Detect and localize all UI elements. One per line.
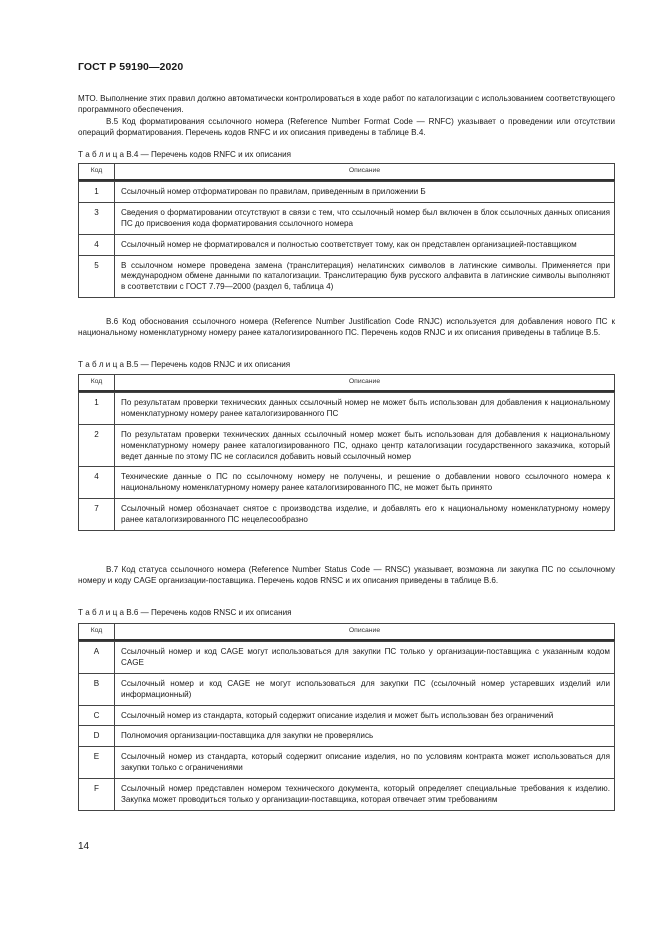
row-code: 7 (79, 499, 115, 531)
table-row (79, 499, 615, 531)
section-b6-paragraph: В.6 Код обоснования ссылочного номера (Reference Number Justification Code RNJC) используется для добавления нового ПС к национальному номенклатурному номеру ранее каталогизированного ПС. Перечень кодов RNJC и их описания приведены в таблице В.5. (78, 317, 615, 338)
table-b4-header-code: Код (79, 164, 115, 180)
row-description: В ссылочном номере проведена замена (транслитерация) нелатинских символов в латинские символы. Применяется при международном обмене данными по каталогизации. Транслитерацию букв русского алфавита в латинские символы выполняют в соответствии с ГОСТ 7.79—2000 (раздел 6, таблица 4) (115, 255, 615, 298)
table-b4-caption: Т а б л и ц а В.4 — Перечень кодов RNFC и их описания (78, 150, 292, 159)
table-row (79, 726, 615, 747)
table-row (79, 202, 615, 234)
row-description: Технические данные о ПС по ссылочному номеру не получены, и решение о добавлении нового ссылочного номера к национальному номенклатурному номеру ранее каталогизированного ПС, не может быть принято (115, 467, 615, 499)
table-row (79, 747, 615, 779)
section-b7-paragraph: В.7 Код статуса ссылочного номера (Reference Number Status Code — RNSC) указывает, возможна ли закупка ПС по ссылочному номеру и коду CAGE организации-поставщика. Перечень кодов RNSC и их описания приведены в таблице В.6. (78, 565, 615, 586)
row-code: С (79, 705, 115, 726)
row-code: 1 (79, 181, 115, 202)
table-row (79, 467, 615, 499)
table-row (79, 424, 615, 467)
row-description: Полномочия организации-поставщика для закупки не проверялись (115, 726, 615, 747)
row-description: Ссылочный номер отформатирован по правилам, приведенным в приложении Б (115, 181, 615, 202)
table-row (79, 673, 615, 705)
table-b5-header-code: Код (79, 375, 115, 391)
row-description: Ссылочный номер и код CAGE могут использоваться для закупки ПС только у организации-поставщика с указанным кодом CAGE (115, 641, 615, 673)
table-b6 (78, 623, 615, 811)
table-row (79, 234, 615, 255)
table-b4-header-desc: Описание (115, 164, 615, 180)
row-code: F (79, 779, 115, 811)
row-description: Ссылочный номер из стандарта, который содержит описание изделия и может быть использован без ограничений (115, 705, 615, 726)
table-row (79, 255, 615, 298)
row-description: Ссылочный номер и код CAGE не могут использоваться для закупки ПС (ссылочный номер устаревших изделий или информационный) (115, 673, 615, 705)
table-row (79, 779, 615, 811)
row-code: 4 (79, 467, 115, 499)
row-code: В (79, 673, 115, 705)
table-row (79, 705, 615, 726)
row-description: Ссылочный номер не форматировался и полностью соответствует тому, как он представлен организацией-поставщиком (115, 234, 615, 255)
page-number: 14 (78, 841, 90, 852)
table-row (79, 641, 615, 673)
row-description: Ссылочный номер обозначает снятое с производства изделие, и добавлять его к национальному номенклатурному номеру ранее каталогизированного ПС нецелесообразно (115, 499, 615, 531)
table-b6-header-code: Код (79, 624, 115, 640)
row-description: По результатам проверки технических данных ссылочный номер не может быть использован для добавления к национальному номенклатурному номеру ранее каталогизированного ПС (115, 392, 615, 424)
row-code: 3 (79, 202, 115, 234)
row-description: Сведения о форматировании отсутствуют в связи с тем, что ссылочный номер был включен в блок ссылочных данных описания ПС до присвоения кода форматирования ссылочного номера (115, 202, 615, 234)
table-b4 (78, 163, 615, 298)
intro-paragraph: МТО. Выполнение этих правил должно автоматически контролироваться в ходе работ по каталогизации с использованием соответствующего программного обеспечения. (78, 94, 615, 115)
section-b5-paragraph: В.5 Код форматирования ссылочного номера (Reference Number Format Code — RNFC) указывает о проведении или отсутствии операций форматирования. Перечень кодов RNFC и их описания приведены в таблице В.4. (78, 117, 615, 138)
table-b6-caption: Т а б л и ц а В.6 — Перечень кодов RNSC и их описания (78, 608, 292, 617)
row-code: 1 (79, 392, 115, 424)
row-description: Ссылочный номер из стандарта, который содержит описание изделия, но по условиям контракта может использоваться для закупки только с ограничениями (115, 747, 615, 779)
row-code: Е (79, 747, 115, 779)
row-description: По результатам проверки технических данных ссылочный номер может быть использован для добавления к национальному номенклатурному номеру ранее каталогизированного ПС, однако центр каталогизации государственного заказчика, который ведет данные по этому ПС не согласился добавить новый ссылочный номер (115, 424, 615, 467)
table-b5-caption: Т а б л и ц а В.5 — Перечень кодов RNJC и их описания (78, 360, 291, 369)
table-b5 (78, 374, 615, 531)
row-description: Ссылочный номер представлен номером технического документа, который определяет специальные требования к изделию. Закупка может проводиться только у организации-поставщика, которая отвечает этим требованиям (115, 779, 615, 811)
table-row (79, 181, 615, 202)
row-code: 2 (79, 424, 115, 467)
document-header: ГОСТ Р 59190—2020 (78, 61, 184, 73)
row-code: 4 (79, 234, 115, 255)
table-row (79, 392, 615, 424)
table-b5-header-desc: Описание (115, 375, 615, 391)
row-code: А (79, 641, 115, 673)
row-code: D (79, 726, 115, 747)
row-code: 5 (79, 255, 115, 298)
table-b6-header-desc: Описание (115, 624, 615, 640)
